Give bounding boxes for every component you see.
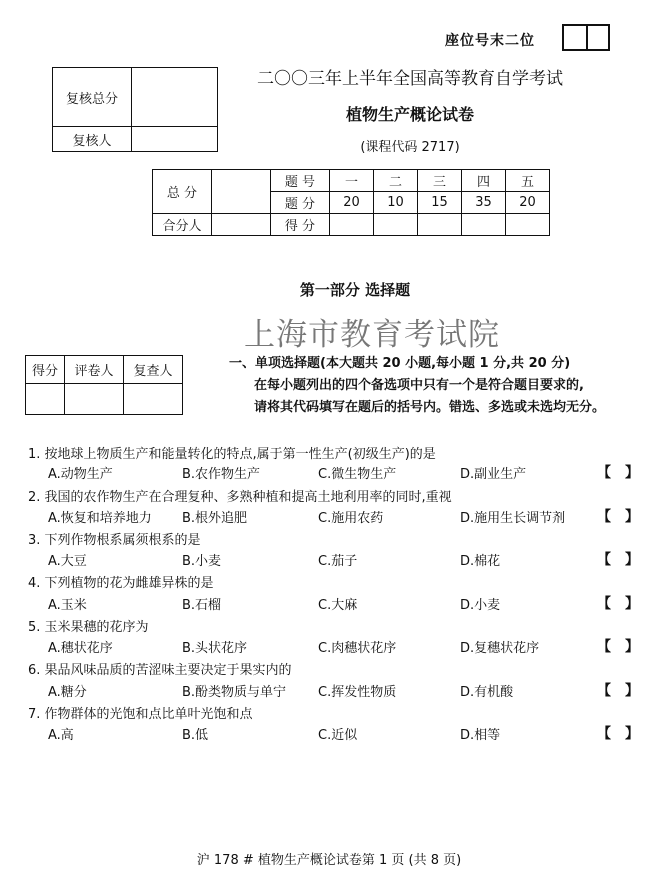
score-table	[152, 169, 550, 236]
part-title: 第一部分 选择题	[299, 281, 411, 299]
exam-paper-title: 植物生产概论试卷	[345, 105, 474, 124]
reviewer-cell[interactable]	[132, 127, 218, 152]
obtained-score-label: 得 分	[271, 214, 330, 236]
obtained-score-cell[interactable]	[330, 214, 374, 236]
question-number: 一	[330, 170, 374, 192]
option-a: A.玉米	[48, 598, 87, 613]
option-d: D.副业生产	[460, 467, 527, 482]
total-score-cell[interactable]	[212, 170, 271, 214]
option-d: D.有机酸	[460, 685, 514, 700]
question-points: 35	[462, 192, 506, 214]
obtained-score-cell[interactable]	[506, 214, 550, 236]
option-a: A.糖分	[48, 685, 87, 700]
question-number: 五	[506, 170, 550, 192]
grader-table	[25, 355, 183, 415]
grader-marker-cell[interactable]	[65, 384, 124, 415]
option-b: B.小麦	[182, 554, 222, 569]
exam-session-title: 二〇〇三年上半年全国高等教育自学考试	[257, 69, 563, 89]
option-a: A.大豆	[48, 554, 87, 569]
seat-number-box[interactable]	[562, 24, 610, 51]
option-d: D.复穗状花序	[460, 641, 540, 656]
review-total-label: 复核总分	[53, 68, 132, 127]
option-b: B.农作物生产	[182, 467, 261, 482]
answer-bracket[interactable]: 【 】	[597, 639, 639, 655]
grader-score-cell[interactable]	[26, 384, 65, 415]
option-c: C.施用农药	[318, 511, 384, 526]
combiner-label: 合分人	[153, 214, 212, 236]
option-c: C.肉穗状花序	[318, 641, 397, 656]
grader-checker-label: 复查人	[124, 356, 183, 384]
option-a: A.高	[48, 728, 74, 743]
question-number: 四	[462, 170, 506, 192]
answer-bracket[interactable]: 【 】	[597, 509, 639, 525]
option-c: C.茄子	[318, 554, 358, 569]
obtained-score-cell[interactable]	[462, 214, 506, 236]
grader-marker-label: 评卷人	[65, 356, 124, 384]
option-d: D.相等	[460, 728, 501, 743]
question-number-label: 题 号	[271, 170, 330, 192]
obtained-score-cell[interactable]	[418, 214, 462, 236]
question-stem: 7. 作物群体的光饱和点比单叶光饱和点	[28, 707, 253, 722]
answer-bracket[interactable]: 【 】	[597, 465, 639, 481]
option-a: A.动物生产	[48, 467, 113, 482]
option-d: D.棉花	[460, 554, 501, 569]
question-stem: 1. 按地球上物质生产和能量转化的特点,属于第一性生产(初级生产)的是	[28, 447, 436, 462]
option-c: C.微生物生产	[318, 467, 397, 482]
combiner-cell[interactable]	[212, 214, 271, 236]
option-c: C.近似	[318, 728, 358, 743]
section-instruction: 请将其代码填写在题后的括号内。错选、多选或未选均无分。	[254, 400, 606, 415]
seat-number-label: 座位号末二位	[445, 33, 535, 49]
option-d: D.小麦	[460, 598, 501, 613]
option-b: B.石榴	[182, 598, 222, 613]
question-stem: 5. 玉米果穗的花序为	[28, 620, 149, 635]
option-a: A.恢复和培养地力	[48, 511, 152, 526]
question-points: 20	[330, 192, 374, 214]
grader-score-label: 得分	[26, 356, 65, 384]
section-instruction: 在每小题列出的四个备选项中只有一个是符合题目要求的,	[254, 378, 584, 393]
obtained-score-cell[interactable]	[374, 214, 418, 236]
answer-bracket[interactable]: 【 】	[597, 552, 639, 568]
reviewer-label: 复核人	[53, 127, 132, 152]
course-code: (课程代码 2717)	[360, 140, 460, 155]
question-points: 15	[418, 192, 462, 214]
question-stem: 6. 果品风味品质的苦涩味主要决定于果实内的	[28, 663, 292, 678]
question-stem: 3. 下列作物根系属须根系的是	[28, 533, 201, 548]
question-stem: 2. 我国的农作物生产在合理复种、多熟种植和提高土地利用率的同时,重视	[28, 490, 452, 505]
option-b: B.头状花序	[182, 641, 248, 656]
question-number: 二	[374, 170, 418, 192]
exam-office-watermark: 上海市教育考试院	[244, 317, 500, 353]
answer-bracket[interactable]: 【 】	[597, 596, 639, 612]
option-d: D.施用生长调节剂	[460, 511, 566, 526]
total-score-label: 总 分	[153, 170, 212, 214]
option-b: B.酚类物质与单宁	[182, 685, 287, 700]
question-number: 三	[418, 170, 462, 192]
question-points: 20	[506, 192, 550, 214]
question-points: 10	[374, 192, 418, 214]
option-c: C.大麻	[318, 598, 358, 613]
question-stem: 4. 下列植物的花为雌雄异株的是	[28, 576, 214, 591]
answer-bracket[interactable]: 【 】	[597, 683, 639, 699]
review-total-cell[interactable]	[132, 68, 218, 127]
grader-checker-cell[interactable]	[124, 384, 183, 415]
option-b: B.低	[182, 728, 209, 743]
review-table	[52, 67, 218, 152]
page-footer: 沪 178 # 植物生产概论试卷第 1 页 (共 8 页)	[196, 853, 462, 868]
option-a: A.穗状花序	[48, 641, 113, 656]
answer-bracket[interactable]: 【 】	[597, 726, 639, 742]
question-points-label: 题 分	[271, 192, 330, 214]
section-heading: 一、单项选择题(本大题共 20 小题,每小题 1 分,共 20 分)	[229, 356, 571, 371]
option-c: C.挥发性物质	[318, 685, 397, 700]
option-b: B.根外追肥	[182, 511, 248, 526]
